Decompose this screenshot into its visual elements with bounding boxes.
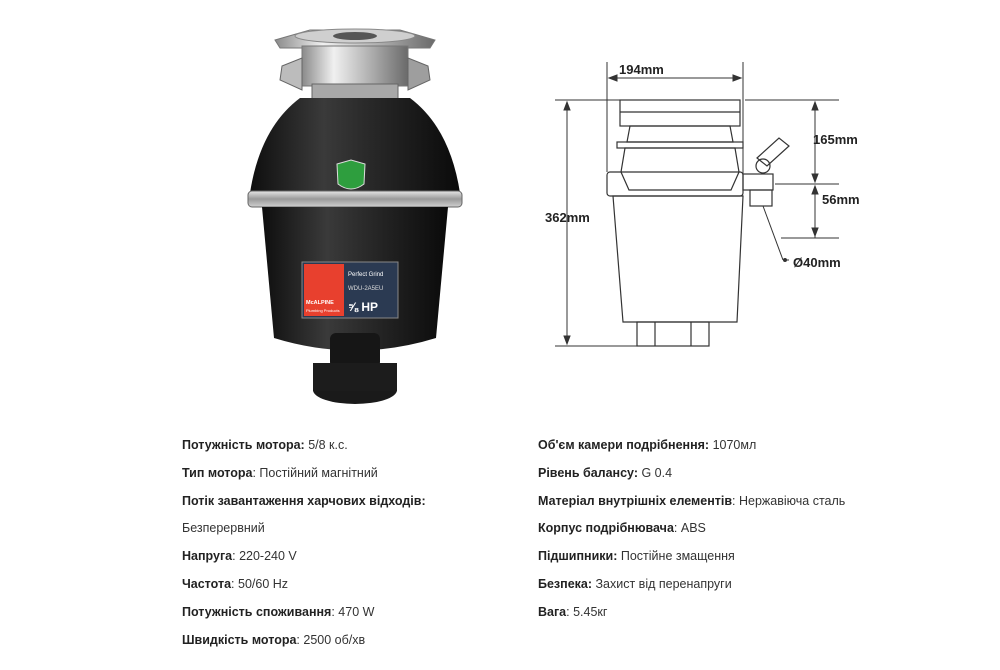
spec-row [538,575,878,603]
spec-label: Вага [538,604,567,619]
dim-width-label: 194mm [619,62,664,77]
spec-row [182,464,482,492]
spec-value: G 0.4 [638,465,673,480]
spec-row [182,519,482,547]
spec-value: : 2500 об/хв [296,632,366,647]
spec-label: Тип мотора [182,465,253,480]
spec-value: 1070мл [709,438,757,452]
spec-label: Частота [182,576,232,591]
spec-value: Безперервний [182,521,265,536]
dimension-lines [555,62,839,346]
spec-value: : 5.45кг [566,604,608,619]
spec-row [182,603,482,631]
brand-logo-text: McALPINE [306,300,334,306]
product-label [302,262,398,318]
spec-row [538,603,878,631]
spec-label: Потік завантаження харчових відходів: [182,493,426,508]
spec-row [538,464,878,492]
spec-value: Захист від перенапруги [592,576,732,591]
spec-value: Постійне змащення [617,549,735,564]
specs-left-column [182,436,482,658]
spec-value: 5/8 к.с. [304,438,348,452]
product-photo [240,18,470,410]
spec-label: Підшипники: [538,549,618,564]
mounting-flange [275,29,435,100]
spec-label: Об'єм камери подрібнення: [538,438,710,452]
spec-label: Безпека: [538,576,593,591]
spec-row [538,492,878,520]
dimension-diagram [545,60,875,360]
spec-row [538,519,878,547]
spec-label: Швидкість мотора [182,632,297,647]
label-line1: Perfect Grind [348,272,384,278]
brand-subtitle: Plumbing Products [306,308,340,313]
spec-label: Рівень балансу: [538,465,639,480]
spec-value: : 50/60 Hz [231,576,289,591]
spec-value: : Нержавіюча сталь [732,493,846,508]
dim-outlet-diameter-label: Ø40mm [793,255,841,270]
spec-row [538,436,878,464]
spec-row [182,631,482,659]
dim-upper-label: 165mm [813,132,858,147]
spec-value: : Постійний магнітний [252,465,378,480]
label-model: WDU-2A5EU [348,286,384,292]
spec-value: : ABS [673,521,706,536]
spec-row [182,492,482,520]
eco-badge-icon [337,160,365,189]
disposer-outline [607,100,789,346]
spec-label: Потужність споживання [182,604,332,619]
spec-label: Напруга [182,549,233,564]
spec-row [182,547,482,575]
grinder-body [248,98,462,404]
spec-value: : 220-240 V [232,549,297,564]
dim-height-label: 362mm [545,210,590,225]
spec-label: Матеріал внутрішніх елементів [538,493,733,508]
specs-right-column [538,436,878,631]
label-power: ⅝ HP [348,300,379,314]
spec-value: : 470 W [331,604,375,619]
spec-label: Потужність мотора: [182,438,305,452]
dim-outlet-height-label: 56mm [822,192,860,207]
spec-row [182,575,482,603]
spec-label: Корпус подрібнювача [538,521,674,536]
spec-row [182,436,482,464]
spec-row [538,547,878,575]
